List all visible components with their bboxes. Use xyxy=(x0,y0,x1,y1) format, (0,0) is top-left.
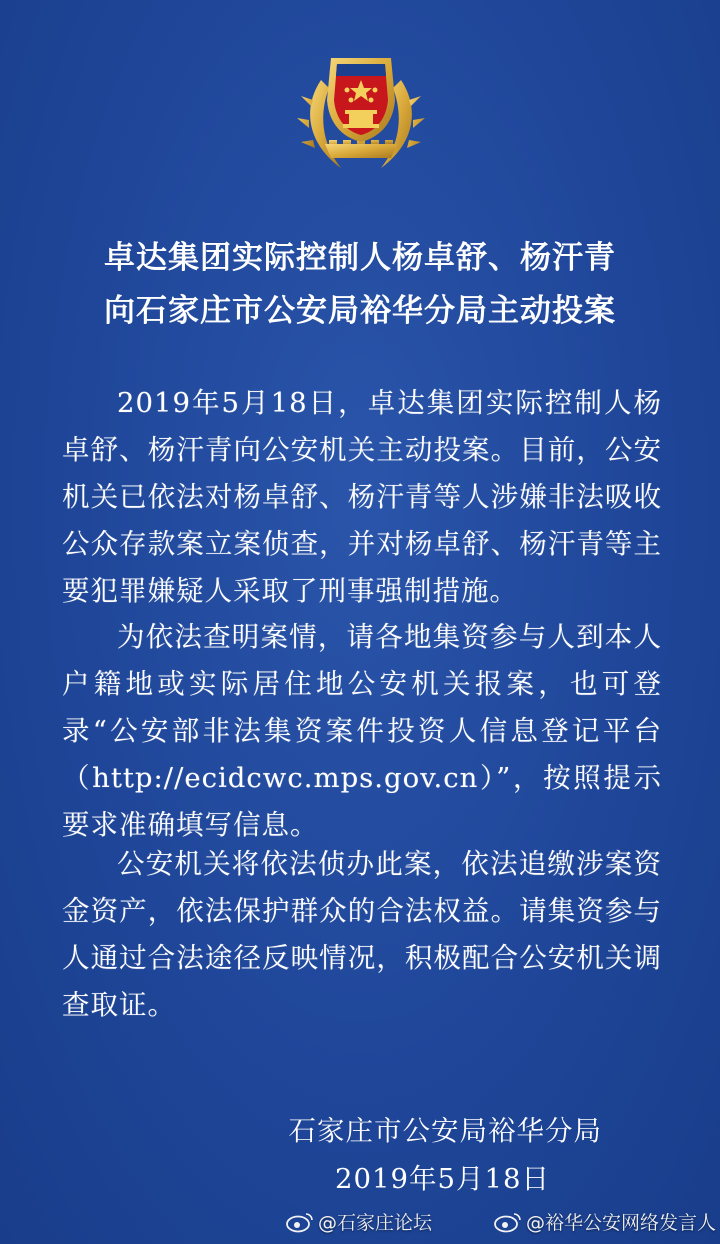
watermark-left-text: @石家庄论坛 xyxy=(318,1212,433,1234)
watermark-right-text: @裕华公安网络发言人 xyxy=(526,1212,717,1234)
watermark-left xyxy=(286,1208,432,1235)
signature-date: 2019年5月18日 xyxy=(335,1163,550,1195)
body-paragraph-1: 2019年5月18日，卓达集团实际控制人杨卓舒、杨汗青向公安机关主动投案。目前，公安机关已依法对杨卓舒、杨汗青等人涉嫌非法吸收公众存款案立案侦查，并对杨卓舒、杨汗青等主要犯罪嫌疑人采取了刑事强制措施。 xyxy=(62,387,662,607)
police-emblem-icon xyxy=(291,40,431,180)
body-paragraph-2: 为依法查明案情，请各地集资参与人到本人户籍地或实际居住地公安机关报案，也可登录“公安部非法集资案件投资人信息登记平台（http://ecidcwc.mps.gov.cn）”，按照提示要求准确填写信息。 xyxy=(62,621,662,841)
announcement-title-line2: 向石家庄市公安局裕华分局主动投案 xyxy=(104,293,616,329)
weibo-icon xyxy=(494,1211,522,1233)
watermark-right xyxy=(494,1208,716,1235)
signature-organization: 石家庄市公安局裕华分局 xyxy=(288,1115,602,1147)
weibo-icon xyxy=(286,1211,314,1233)
body-paragraph-3: 公安机关将依法侦办此案，依法追缴涉案资金资产，依法保护群众的合法权益。请集资参与人通过合法途径反映情况，积极配合公安机关调查取证。 xyxy=(62,848,662,1021)
announcement-title-line1: 卓达集团实际控制人杨卓舒、杨汗青 xyxy=(104,240,616,276)
